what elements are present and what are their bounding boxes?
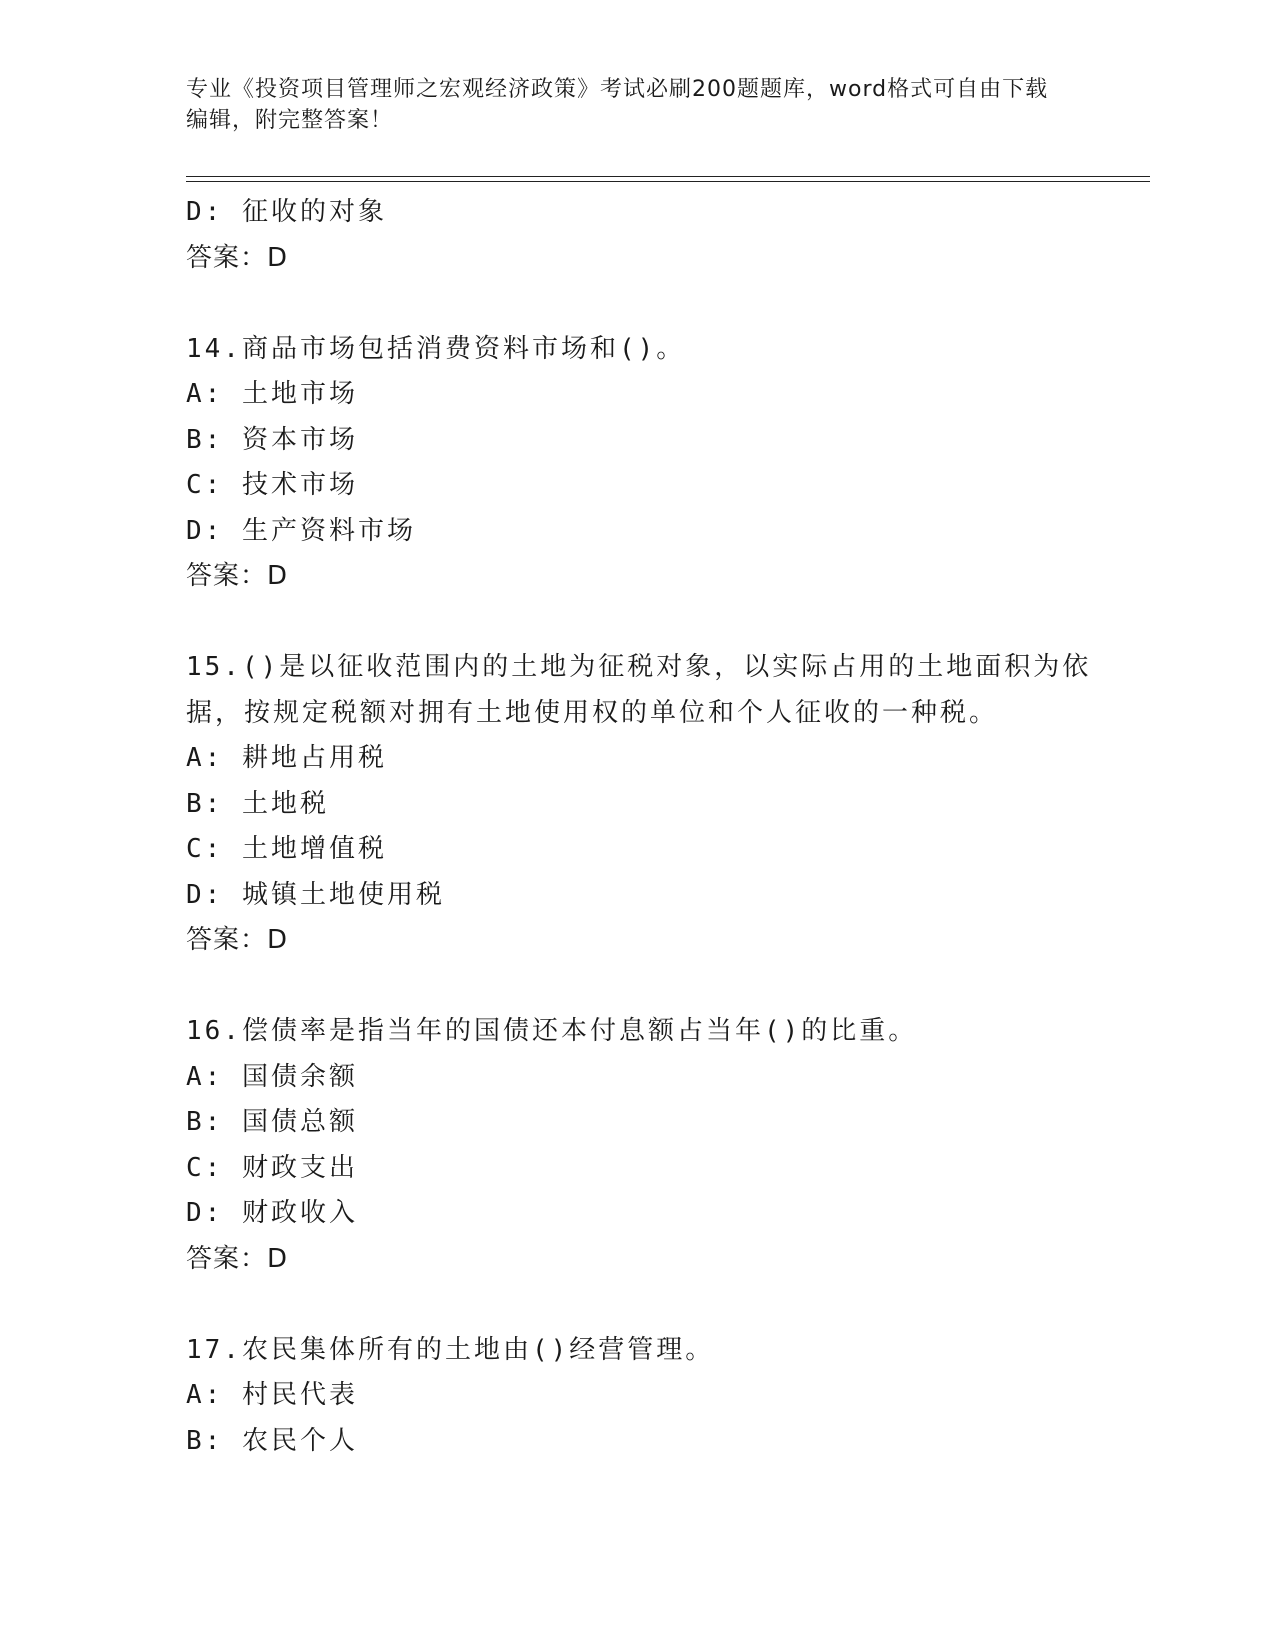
option-b: B: 资本市场	[186, 424, 358, 455]
answer-line: 答案：D	[186, 561, 289, 591]
option-a: A: 村民代表	[186, 1380, 358, 1410]
option-d: D: 生产资料市场	[186, 515, 416, 546]
option-a: A: 耕地占用税	[186, 743, 387, 773]
option-b: B: 土地税	[186, 788, 329, 819]
option-d: D: 征收的对象	[186, 197, 387, 227]
page-header: 专业《投资项目管理师之宏观经济政策》考试必刷200题题库，word格式可自由下载编辑，附完整答案！	[186, 77, 1049, 133]
option-c: C: 财政支出	[186, 1152, 358, 1183]
question-stem-line-1: 15.()是以征收范围内的土地为征税对象，以实际占用的土地面积为依	[186, 652, 1092, 682]
answer-line: 答案：D	[186, 925, 289, 955]
question-stem-line-2: 据，按规定税额对拥有土地使用权的单位和个人征收的一种税。	[186, 697, 999, 728]
exam-content	[186, 190, 1092, 1464]
option-b: B: 农民个人	[186, 1425, 358, 1456]
option-d: D: 城镇土地使用税	[186, 879, 445, 910]
header-rule-bottom	[186, 181, 1150, 182]
option-c: C: 技术市场	[186, 470, 358, 500]
question-stem: 14.商品市场包括消费资料市场和()。	[186, 333, 686, 364]
option-a: A: 土地市场	[186, 379, 358, 409]
option-c: C: 土地增值税	[186, 834, 387, 864]
question-stem: 17.农民集体所有的土地由()经营管理。	[186, 1334, 715, 1365]
question-stem: 16.偿债率是指当年的国债还本付息额占当年()的比重。	[186, 1016, 918, 1046]
option-b: B: 国债总额	[186, 1107, 358, 1137]
answer-line: 答案：D	[186, 1243, 289, 1274]
header-rule-top	[186, 176, 1150, 177]
option-a: A: 国债余额	[186, 1061, 358, 1092]
answer-line: 答案：D	[186, 242, 289, 273]
option-d: D: 财政收入	[186, 1198, 358, 1228]
